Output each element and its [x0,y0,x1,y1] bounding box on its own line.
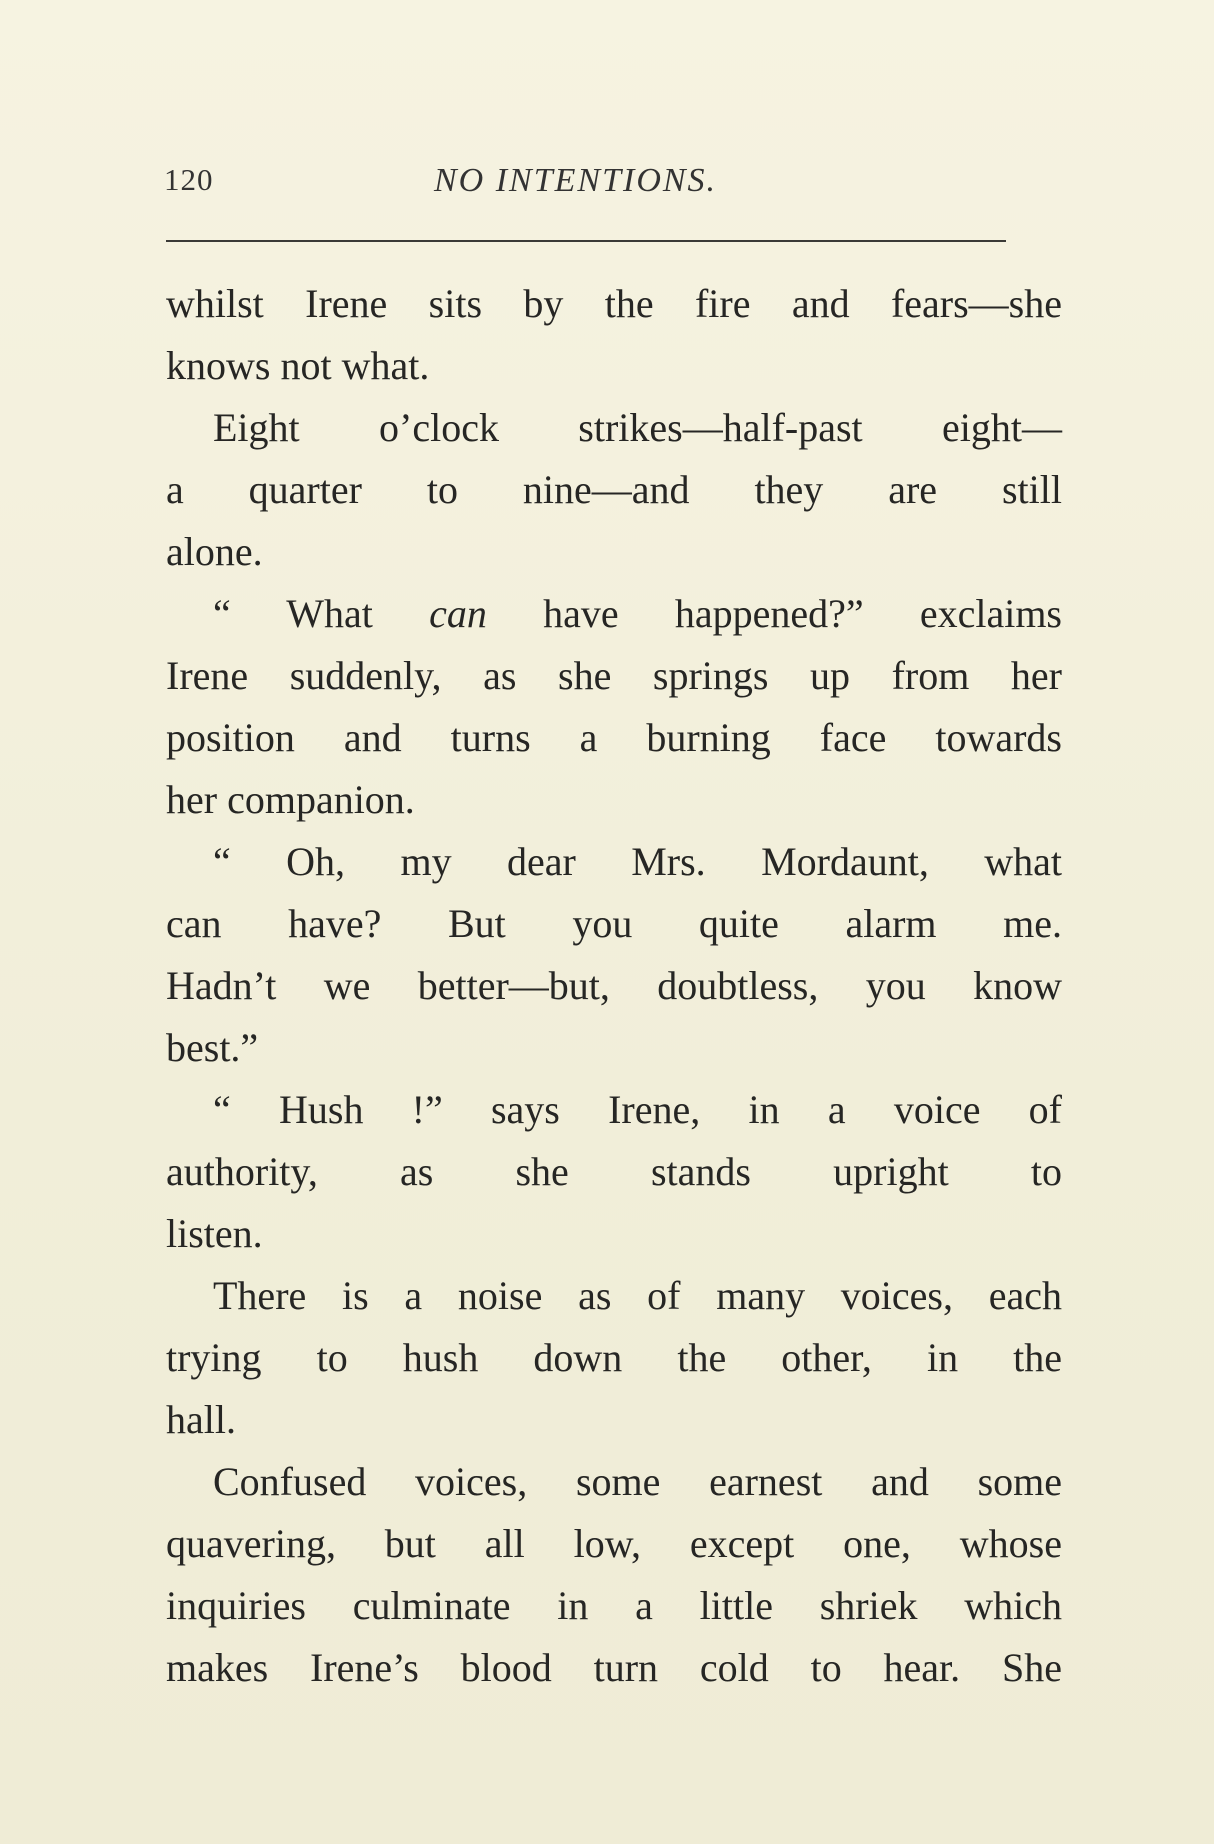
text-line: listen. [166,1211,263,1256]
text-line: Hadn’t we better—but, doubtless, you know [166,963,1062,1008]
text-line: alone. [166,529,263,574]
body-text [166,273,1062,1699]
text-line: best.” [166,1025,259,1070]
text-line: hall. [166,1397,236,1442]
text-line: makes Irene’s blood turn cold to hear. She [166,1645,1062,1690]
page-header [164,162,1008,212]
text-line: There is a noise as of many voices, each [213,1273,1062,1318]
text-line: position and turns a burning face towards [166,715,1062,760]
text-line: quavering, but all low, except one, whose [166,1521,1062,1566]
text-line: authority, as she stands upright to [166,1149,1062,1194]
text-line: inquiries culminate in a little shriek which [166,1583,1062,1628]
text-line: Eight o’clock strikes—half-past eight— [213,405,1062,450]
text-line: trying to hush down the other, in the [166,1335,1062,1380]
text-line: “ Oh, my dear Mrs. Mordaunt, what [213,839,1062,884]
text-line: can have? But you quite alarm me. [166,901,1062,946]
text-line: a quarter to nine—and they are still [166,467,1062,512]
text-line: knows not what. [166,343,430,388]
page-number: 120 [164,162,214,197]
text-line: Irene suddenly, as she springs up from her [166,653,1062,698]
text-line: “ Hush !” says Irene, in a voice of [213,1087,1062,1132]
emphasis: can [429,591,487,636]
text-line: her companion. [166,777,415,822]
header-rule [166,240,1006,242]
text-line: Confused voices, some earnest and some [213,1459,1062,1504]
running-title: NO INTENTIONS. [434,162,718,199]
text-line: whilst Irene sits by the fire and fears—she [166,281,1062,326]
text-line: “ What can have happened?” exclaims [213,591,1062,636]
